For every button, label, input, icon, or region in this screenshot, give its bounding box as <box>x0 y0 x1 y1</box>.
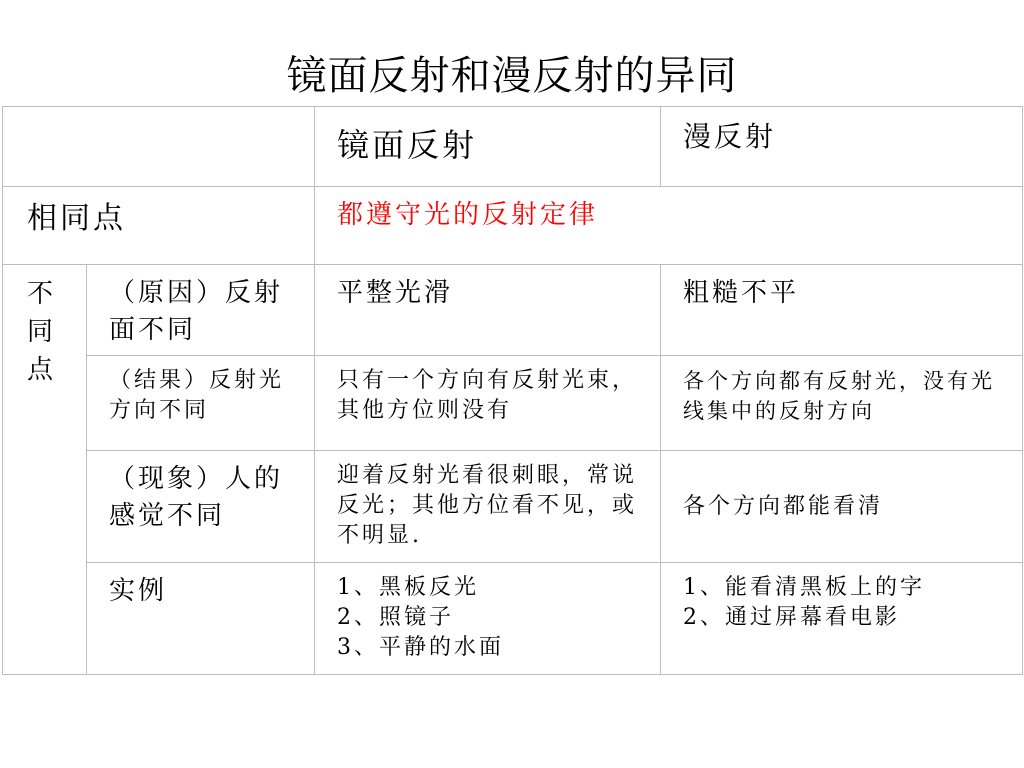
diffuse-example-list <box>661 563 1022 633</box>
same-label-cell <box>3 187 315 265</box>
table-row <box>3 356 1023 451</box>
same-content-cell <box>315 187 1023 265</box>
diffuse-cell <box>661 563 1023 675</box>
diffuse-reason: 粗糙不平 <box>683 278 800 308</box>
table-row <box>3 451 1023 563</box>
list-item: 2、照镜子 <box>337 605 454 630</box>
specular-cell <box>315 356 661 451</box>
aspect-phenomenon: （现象）人的感觉不同 <box>109 464 284 531</box>
header-diffuse-cell <box>661 107 1023 187</box>
comparison-table <box>2 106 1023 675</box>
specular-reason: 平整光滑 <box>337 278 454 308</box>
specular-phenomenon: 迎着反射光看很刺眼，常说反光；其他方位看不见，或不明显. <box>337 463 638 548</box>
table-header-row <box>3 107 1023 187</box>
specular-cell <box>315 451 661 563</box>
header-diffuse-label: 漫反射 <box>683 120 777 153</box>
table-row <box>3 563 1023 675</box>
diffuse-result: 各个方向都有反射光，没有光线集中的反射方向 <box>683 369 995 423</box>
aspect-example: 实例 <box>109 576 168 606</box>
list-item: 3、平静的水面 <box>337 635 504 660</box>
slide-title: 镜面反射和漫反射的异同 <box>286 53 738 99</box>
header-specular-label: 镜面反射 <box>337 126 478 164</box>
header-specular-cell <box>315 107 661 187</box>
aspect-cell <box>87 563 315 675</box>
header-empty-cell <box>3 107 315 187</box>
diff-label: 不同点 <box>27 279 54 385</box>
same-label: 相同点 <box>27 201 126 236</box>
table-row <box>3 265 1023 356</box>
diff-label-cell <box>3 265 87 675</box>
diffuse-phenomenon: 各个方向都能看清 <box>683 493 884 519</box>
list-item: 1、能看清黑板上的字 <box>683 575 925 600</box>
diffuse-cell <box>661 451 1023 563</box>
specular-result: 只有一个方向有反射光束，其他方位则没有 <box>337 368 638 423</box>
list-item: 1、黑板反光 <box>337 575 479 600</box>
specular-cell <box>315 265 661 356</box>
aspect-cell <box>87 356 315 451</box>
same-content: 都遵守光的反射定律 <box>337 200 599 230</box>
diffuse-cell <box>661 356 1023 451</box>
list-item: 2、通过屏幕看电影 <box>683 605 900 630</box>
aspect-cell <box>87 265 315 356</box>
same-row <box>3 187 1023 265</box>
aspect-result: （结果）反射光方向不同 <box>109 368 285 423</box>
specular-example-list <box>315 563 660 663</box>
aspect-reason: （原因）反射面不同 <box>109 278 284 345</box>
aspect-cell <box>87 451 315 563</box>
diffuse-cell <box>661 265 1023 356</box>
specular-cell <box>315 563 661 675</box>
